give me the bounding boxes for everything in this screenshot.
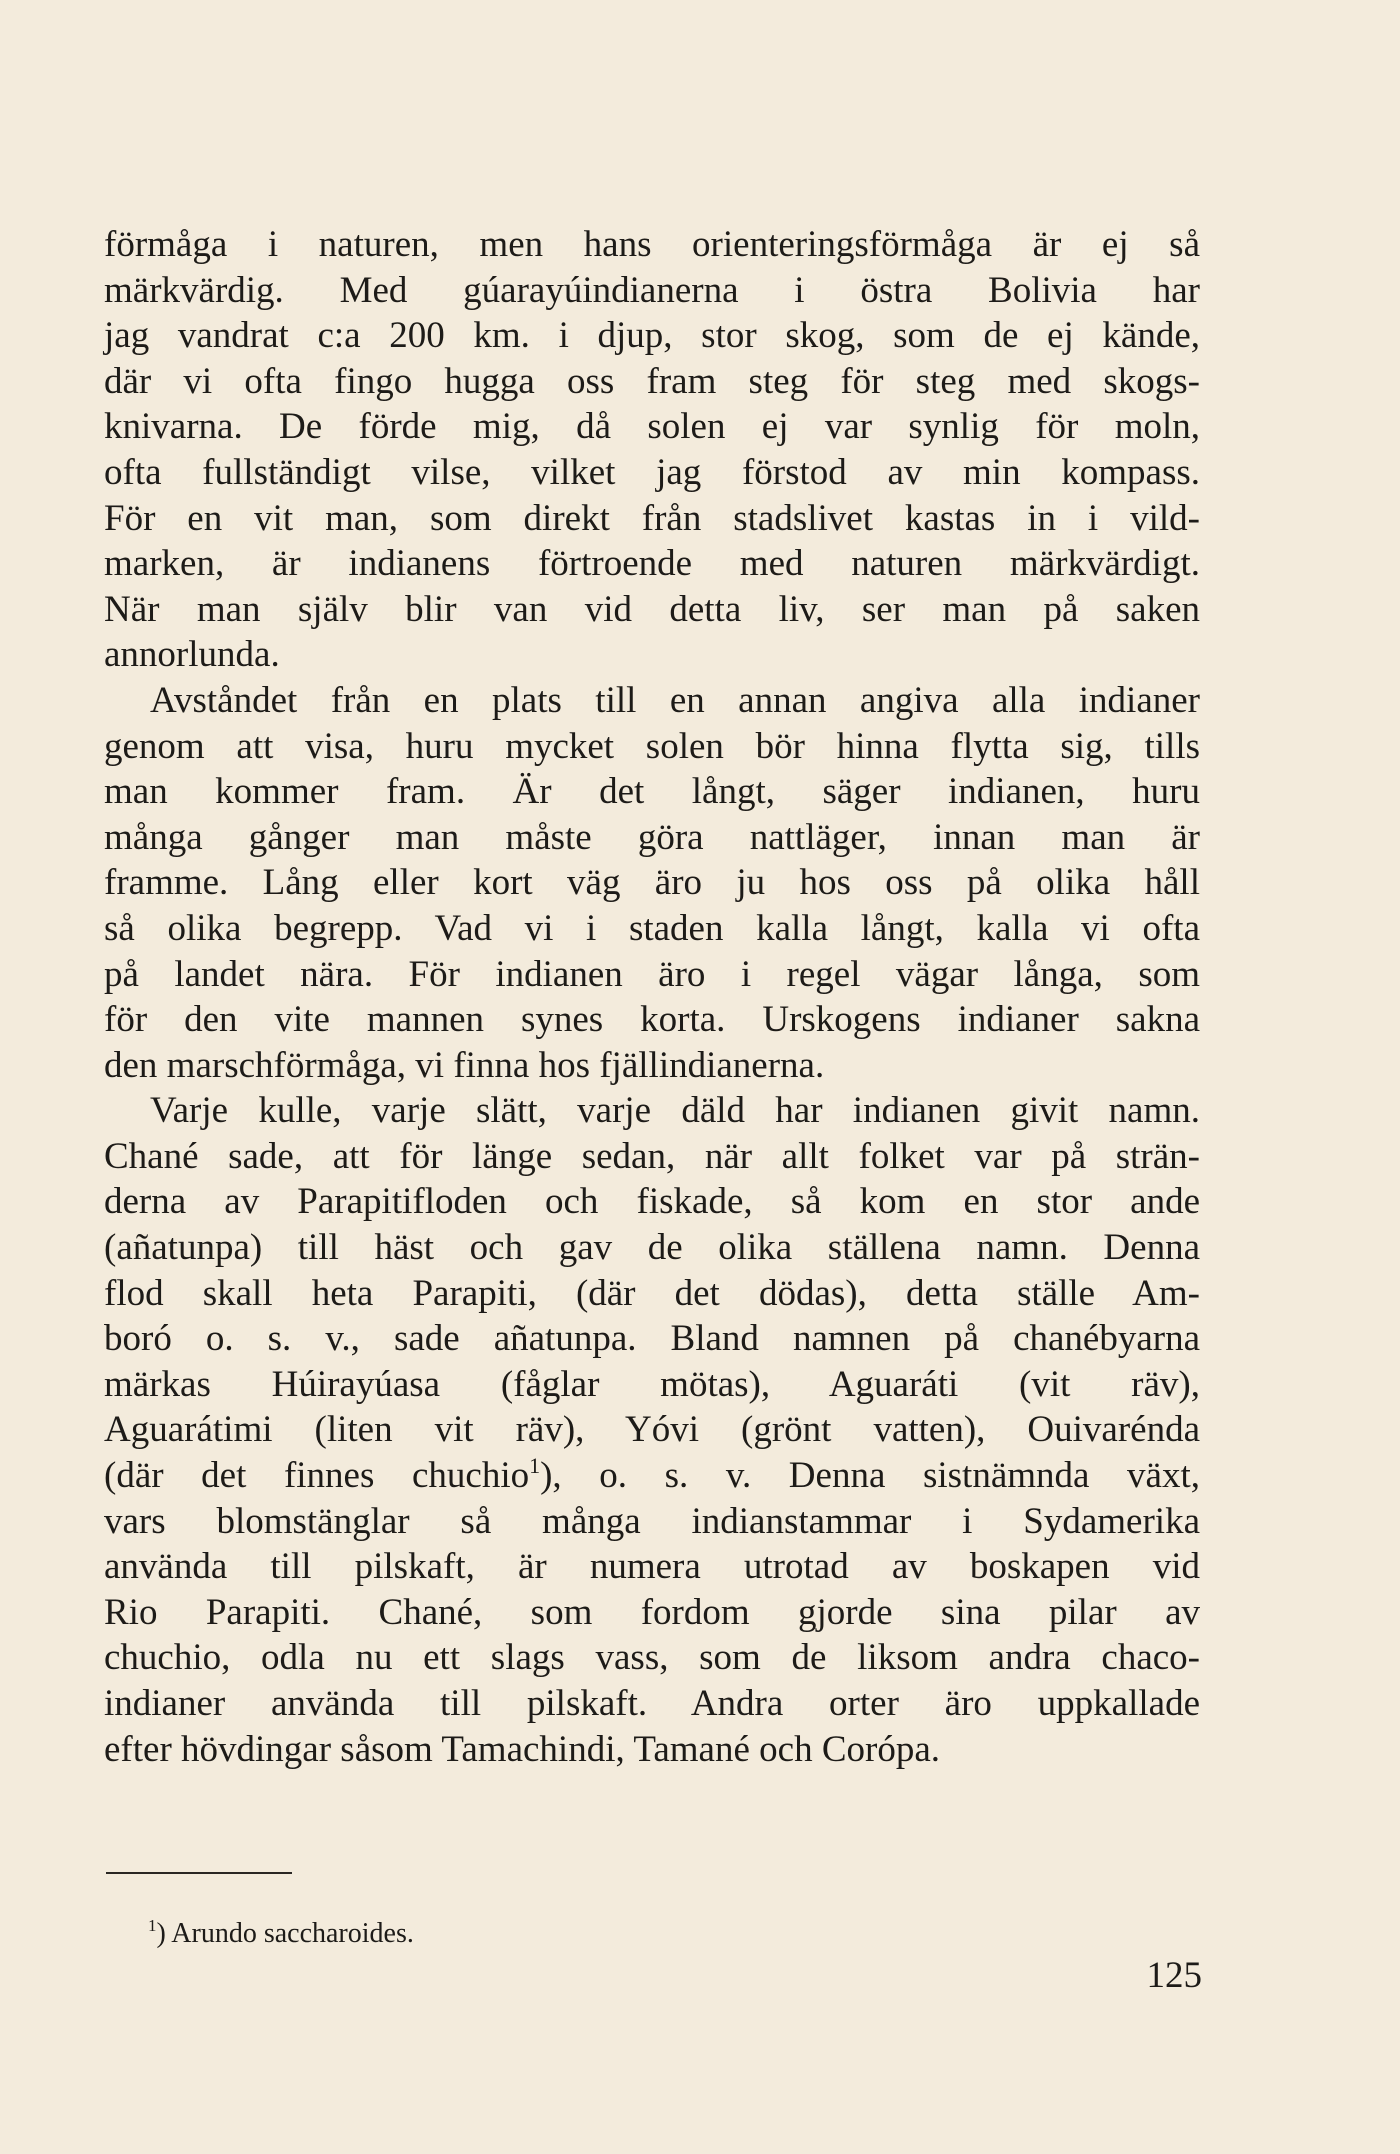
text-line: derna av Parapitifloden och fiskade, så kom en stor ande (104, 1181, 1200, 1223)
text-line: märkas Húirayúasa (fåglar mötas), Aguaráti (vit räv), (104, 1363, 1200, 1405)
text-line: Rio Parapiti. Chané, som fordom gjorde sina pilar av (104, 1591, 1200, 1633)
text-line: många gånger man måste göra nattläger, innan man är (104, 816, 1200, 858)
text-line: indianer använda till pilskaft. Andra orter äro uppkallade (104, 1683, 1200, 1724)
text-line: efter hövdingar såsom Tamachindi, Tamané och Corópa. (104, 1728, 940, 1770)
text-line: Aguarátimi (liten vit räv), Yóvi (grönt vatten), Ouivarénda (104, 1409, 1200, 1451)
text-line: vars blomstänglar så många indianstammar i Sydamerika (104, 1500, 1200, 1542)
text-line: Chané sade, att för länge sedan, när allt folket var på strän- (104, 1135, 1200, 1177)
text-line: för den vite mannen synes korta. Urskogens indianer sakna (104, 999, 1200, 1041)
page-number: 125 (1146, 1955, 1202, 1996)
text-line-with-footnote-ref (104, 1453, 1200, 1499)
text-line: framme. Lång eller kort väg äro ju hos oss på olika håll (104, 862, 1200, 904)
text-line: genom att visa, huru mycket solen bör hinna flytta sig, tills (104, 725, 1200, 767)
text-line: Varje kulle, varje slätt, varje däld har indianen givit namn. (150, 1090, 1200, 1132)
text-line: jag vandrat c:a 200 km. i djup, stor skog, som de ej kände, (104, 315, 1200, 357)
text-line: så olika begrepp. Vad vi i staden kalla långt, kalla vi ofta (104, 907, 1200, 949)
footnote-marker: 1 (148, 1916, 157, 1935)
text-line: För en vit man, som direkt från stadslivet kastas in i vild- (104, 497, 1200, 539)
text-line: chuchio, odla nu ett slags vass, som de liksom andra chaco- (104, 1637, 1200, 1679)
footnote-text: ) Arundo saccharoides. (156, 1918, 414, 1949)
body-text (104, 222, 1200, 1772)
text-line: på landet nära. För indianen äro i regel vägar långa, som (104, 953, 1200, 995)
text-line: boró o. s. v., sade añatunpa. Bland namnen på chanébyarna (104, 1318, 1200, 1360)
text-line: knivarna. De förde mig, då solen ej var synlig för moln, (104, 406, 1200, 448)
text-line: Avståndet från en plats till en annan angiva alla indianer (150, 679, 1200, 721)
text-line: förmåga i naturen, men hans orienteringsförmåga är ej så (104, 224, 1200, 265)
text-line: marken, är indianens förtroende med naturen märkvärdigt. (104, 543, 1200, 585)
text-line: märkvärdig. Med gúarayúindianerna i östra Bolivia har (104, 269, 1200, 311)
line-text-after-ref: ), o. s. v. Denna sistnämnda växt, (540, 1455, 1200, 1497)
footnote-reference: 1 (529, 1453, 541, 1479)
text-line: flod skall heta Parapiti, (där det dödas), detta ställe Am- (104, 1272, 1200, 1314)
footnote (148, 1916, 414, 1952)
text-line: annorlunda. (104, 634, 280, 676)
text-line: den marschförmåga, vi finna hos fjällindianerna. (104, 1044, 825, 1086)
footnote-divider (106, 1872, 292, 1874)
text-line: (añatunpa) till häst och gav de olika ställena namn. Denna (104, 1227, 1200, 1269)
text-line: ofta fullständigt vilse, vilket jag förstod av min kompass. (104, 451, 1200, 493)
text-line: använda till pilskaft, är numera utrotad av boskapen vid (104, 1546, 1200, 1588)
text-line: När man själv blir van vid detta liv, ser man på saken (104, 588, 1200, 630)
text-line: man kommer fram. Är det långt, säger indianen, huru (104, 771, 1200, 813)
text-line: där vi ofta fingo hugga oss fram steg för steg med skogs- (104, 360, 1200, 402)
line-text-before-ref: (där det finnes chuchio (104, 1455, 530, 1497)
